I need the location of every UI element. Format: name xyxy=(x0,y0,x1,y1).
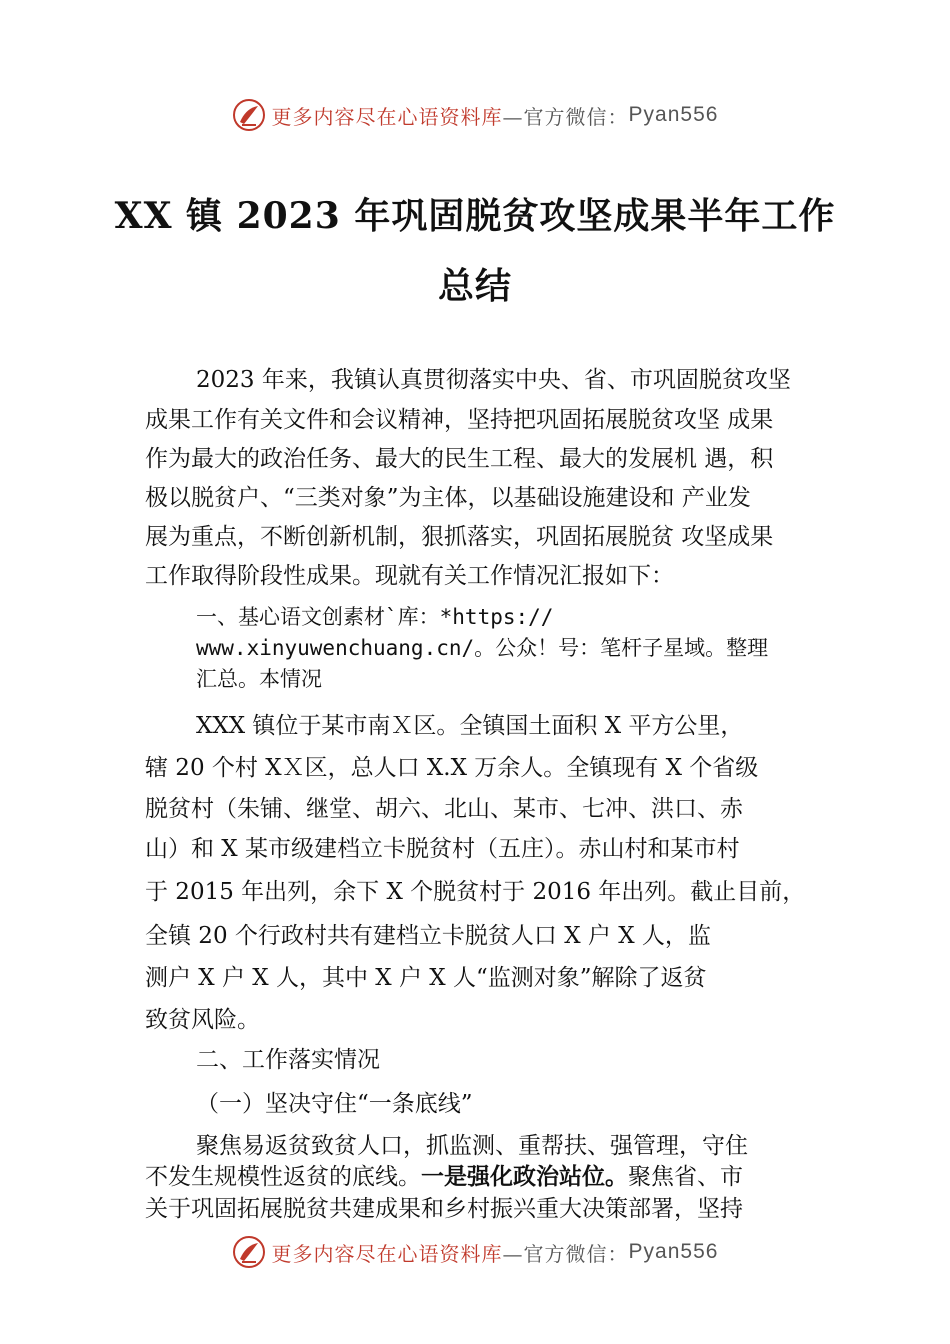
document-title-line2: 总结 xyxy=(437,265,512,307)
watermark-red-text: 更多内容尽在心语资料库 xyxy=(271,104,503,129)
sub1-line: 关于巩固拓展脱贫共建成果和乡村振兴重大决策部署，坚持 xyxy=(145,1196,743,1222)
basic-line: 于 2015 年出列，余下 X 个脱贫村于 2016 年出列。截止目前， xyxy=(145,879,806,905)
sub1-line: 聚焦易返贫致贫人口，抓监测、重帮扶、强管理，守住 xyxy=(196,1133,748,1159)
logo-icon xyxy=(232,98,266,132)
intro-line: 作为最大的政治任务、最大的民生工程、最大的发展机 遇，积 xyxy=(145,446,774,472)
basic-line: 致贫风险。 xyxy=(145,1007,260,1033)
watermark-banner-bottom xyxy=(0,1232,950,1272)
sub1-line2-pre: 不发生规模性返贫的底线。 xyxy=(145,1164,421,1190)
subsection1-heading: （一）坚决守住“一条底线” xyxy=(196,1091,473,1117)
sub1-line xyxy=(145,1158,743,1191)
intro-line: 成果工作有关文件和会议精神，坚持把巩固拓展脱贫攻坚 成果 xyxy=(145,407,774,433)
basic-line: 辖 20 个村 XＸ区，总人口 X.X 万余人。全镇现有 X 个省级 xyxy=(145,755,759,781)
basic-line: 山）和 X 某市级建档立卡脱贫村（五庄）。赤山村和某市村 xyxy=(145,836,740,862)
sub1-line2-post: 聚焦省、市 xyxy=(628,1164,743,1190)
document-title-line1: XX 镇 2023 年巩固脱贫攻坚成果半年工作 xyxy=(114,195,836,237)
intro-line: 展为重点，不断创新机制，狠抓落实，巩固拓展脱贫 攻坚成果 xyxy=(145,524,774,550)
intro-line: 2023 年来，我镇认真贯彻落实中央、省、市巩固脱贫攻坚 xyxy=(196,367,791,393)
watermark-dash-text: —官方微信： xyxy=(502,1241,629,1266)
watermark-dash-text: —官方微信： xyxy=(502,104,629,129)
logo-icon xyxy=(232,1235,266,1269)
basic-line: 脱贫村（朱铺、继堂、胡六、北山、某市、七冲、洪口、赤 xyxy=(145,796,743,822)
intro-line: 极以脱贫户、“三类对象”为主体，以基础设施建设和 产业发 xyxy=(145,485,751,511)
watermark-banner-top xyxy=(0,95,950,135)
section1-line: 一、基心语文创素材`库：*https:// xyxy=(196,605,554,629)
section2-heading: 二、工作落实情况 xyxy=(196,1047,380,1073)
basic-line: XXX 镇位于某市南Ｘ区。全镇国土面积 X 平方公里， xyxy=(196,713,744,739)
intro-line: 工作取得阶段性成果。现就有关工作情况汇报如下： xyxy=(145,563,674,589)
watermark-account: Pyan556 xyxy=(628,103,719,126)
basic-line: 全镇 20 个行政村共有建档立卡脱贫人口 X 户 X 人，监 xyxy=(145,923,711,949)
sub1-line2-bold: 一是强化政治站位。 xyxy=(421,1164,628,1190)
watermark-account: Pyan556 xyxy=(628,1240,719,1263)
section1-line: www.xinyuwenchuang.cn/。公众！号：笔杆子星域。整理 xyxy=(196,636,769,660)
watermark-red-text: 更多内容尽在心语资料库 xyxy=(271,1241,503,1266)
basic-line: 测户 X 户 X 人，其中 X 户 X 人“监测对象”解除了返贫 xyxy=(145,965,707,991)
section1-line: 汇总。本情况 xyxy=(196,667,322,691)
